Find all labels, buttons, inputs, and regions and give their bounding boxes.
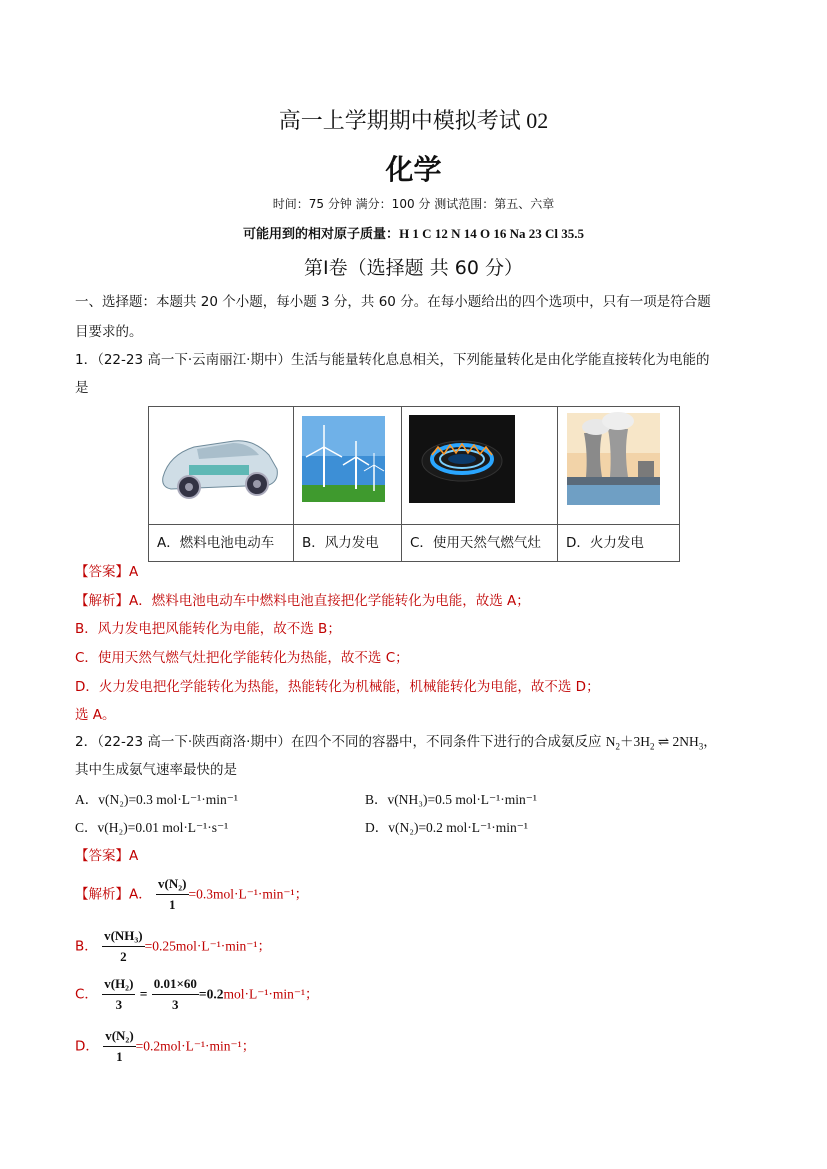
analysis-value: =0.2 — [198, 986, 224, 1002]
option-c-label: C．使用天然气燃气灶 — [402, 525, 558, 562]
exam-title: 高一上学期期中模拟考试 02 — [278, 108, 549, 133]
analysis-prefix: C． — [75, 986, 98, 1003]
q2-stem-line1 — [75, 732, 717, 757]
instructions-line1: 一、选择题：本题共 20 个小题，每小题 3 分，共 60 分。在每小题给出的四个选项中，只有一项是符合题 — [75, 294, 711, 310]
q2-option-a: A．v(N₂)=0.3 mol·L⁻¹·min⁻¹ — [75, 792, 238, 807]
analysis-result: =0.3mol·L⁻¹·min⁻¹； — [188, 886, 309, 902]
q2-stem-line2: 其中生成氨气速率最快的是 — [75, 762, 237, 778]
fraction: $\frac{0.01\times 60}{3}$ — [153, 976, 197, 1012]
q1-analysis-c: C．使用天然气燃气灶把化学能转化为热能，故不选 C； — [75, 650, 409, 666]
atomic-mass-values: H 1 C 12 N 14 O 16 Na 23 Cl 35.5 — [399, 226, 584, 241]
fuel-cell-car-icon — [149, 407, 293, 520]
wind-turbines-icon — [294, 407, 401, 520]
q1-answer — [75, 562, 138, 582]
q1-analysis-a — [75, 591, 530, 611]
q1-stem-line2: 是 — [75, 380, 89, 396]
analysis-line: A．燃料电池电动车中燃料电池直接把化学能转化为电能，故选 A； — [129, 593, 530, 609]
option-b-image-cell — [294, 407, 402, 525]
q1-stem-line1: 1．（22-23 高一下·云南丽江·期中）生活与能量转化息息相关，下列能量转化是由化学能直接转化为电能的 — [75, 352, 710, 368]
analysis-result: =0.25mol·L⁻¹·min⁻¹； — [144, 938, 271, 954]
analysis-result: =0.2mol·L⁻¹·min⁻¹； — [135, 1038, 256, 1054]
q2-analysis-c — [75, 974, 319, 1015]
q2-analysis-b — [75, 926, 271, 967]
q2-analysis-a — [75, 874, 308, 915]
answer-value: A — [129, 848, 139, 864]
instructions-line2: 目要求的。 — [75, 324, 143, 340]
q2-answer — [75, 846, 138, 866]
q1-analysis-d: D．火力发电把化学能转化为热能，热能转化为机械能，机械能转化为电能，故不选 D； — [75, 679, 600, 695]
analysis-tag: 【解析】 — [75, 593, 129, 609]
q1-options-table — [148, 406, 680, 562]
q1-analysis-conclusion: 选 A。 — [75, 707, 116, 723]
analysis-prefix: D． — [75, 1038, 99, 1055]
exam-meta: 时间：75 分钟 满分：100 分 测试范围：第五、六章 — [272, 197, 555, 211]
analysis-tag: 【解析】 — [75, 886, 129, 903]
q2-stem-prefix: 2．（22-23 高一下·陕西商洛·期中）在四个不同的容器中，不同条件下进行的合成氨反应 — [75, 734, 606, 750]
q2-analysis-d — [75, 1026, 255, 1067]
fraction: $\frac{\text{v(H₂)}}{3}$ — [104, 976, 134, 1012]
section-title: 第Ⅰ卷（选择题 共 60 分） — [304, 257, 523, 279]
fraction: $\frac{\text{v(N₂)}}{1}$ — [158, 876, 187, 912]
q1-analysis-b: B．风力发电把风能转化为电能，故不选 B； — [75, 621, 341, 637]
answer-tag: 【答案】 — [75, 564, 129, 580]
option-b-label: B．风力发电 — [294, 525, 402, 562]
analysis-prefix: B． — [75, 938, 98, 955]
q2-option-c: C．v(H₂)=0.01 mol·L⁻¹·s⁻¹ — [75, 820, 229, 835]
analysis-unit: mol·L⁻¹·min⁻¹； — [223, 986, 319, 1002]
option-c-image-cell — [402, 407, 558, 525]
thermal-plant-icon — [558, 407, 679, 520]
q2-option-b: B．v(NH₃)=0.5 mol·L⁻¹·min⁻¹ — [365, 792, 537, 807]
atomic-mass-line — [0, 223, 827, 242]
atomic-mass-label: 可能用到的相对原子质量： — [243, 227, 400, 242]
option-d-image-cell — [558, 407, 680, 525]
gas-flame-icon — [402, 407, 557, 520]
option-a-label: A．燃料电池电动车 — [149, 525, 294, 562]
subject-title: 化学 — [385, 153, 442, 186]
q2-option-d: D．v(N₂)=0.2 mol·L⁻¹·min⁻¹ — [365, 820, 528, 835]
answer-tag: 【答案】 — [75, 848, 129, 864]
option-d-label: D．火力发电 — [558, 525, 680, 562]
option-a-image-cell — [149, 407, 294, 525]
analysis-prefix: A． — [129, 886, 152, 903]
fraction: $\frac{\text{v(NH₃)}}{2}$ — [104, 928, 143, 964]
equals-sign: = — [139, 986, 148, 1002]
reaction-equation: $N_2+3H_2$ ⇌ $2NH_3$， — [605, 734, 717, 752]
fraction: $\frac{\text{v(N₂)}}{1}$ — [105, 1028, 134, 1064]
answer-value: A — [129, 564, 139, 580]
